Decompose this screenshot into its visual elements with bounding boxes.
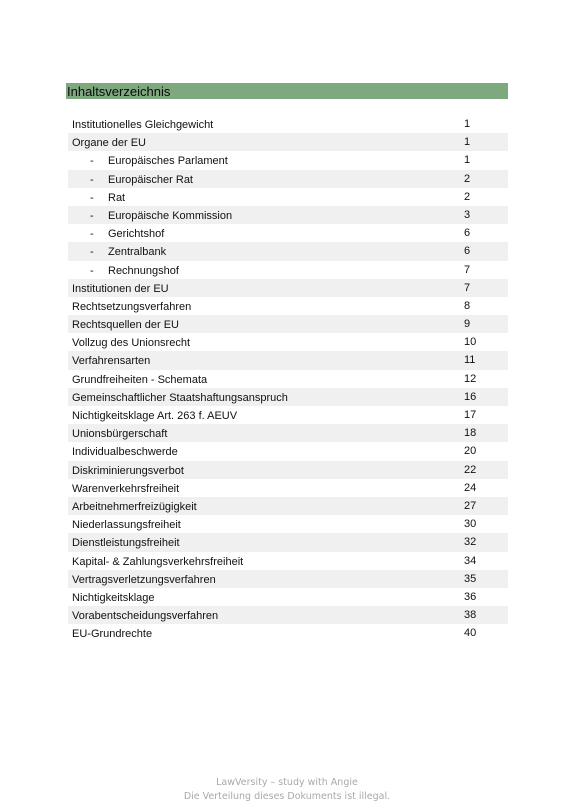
toc-subrow[interactable] — [68, 151, 508, 169]
toc-entry-page: 20 — [464, 445, 477, 458]
toc-entry-page: 2 — [464, 172, 471, 185]
toc-entry-label: Rechtsquellen der EU — [72, 319, 180, 332]
toc-entry-label: Individualbeschwerde — [72, 446, 178, 459]
toc-entry-page: 1 — [464, 154, 471, 167]
toc-entry-label: Kapital- & Zahlungsverkehrsfreiheit — [72, 555, 244, 568]
toc-row[interactable] — [68, 552, 508, 570]
toc-row[interactable] — [68, 515, 508, 533]
toc-row[interactable] — [68, 333, 508, 351]
toc-entry-label: Vollzug des Unionsrecht — [72, 337, 191, 350]
toc-subrow[interactable] — [68, 206, 508, 224]
toc-dash: - — [90, 155, 94, 168]
toc-row[interactable] — [68, 115, 508, 133]
toc-entry-page: 22 — [464, 463, 477, 476]
toc-entry-page: 38 — [464, 609, 477, 622]
toc-entry-page: 6 — [464, 245, 471, 258]
toc-entry-label: Grundfreiheiten - Schemata — [72, 373, 208, 386]
toc-row[interactable] — [68, 388, 508, 406]
toc-row[interactable] — [68, 606, 508, 624]
toc-entry-page: 7 — [464, 281, 471, 294]
toc-row[interactable] — [68, 461, 508, 479]
toc-entry-page: 2 — [464, 190, 471, 203]
toc-entry-page: 11 — [464, 354, 476, 367]
toc-entry-page: 1 — [464, 118, 471, 130]
toc-entry-label: Vertragsverletzungsverfahren — [72, 573, 216, 586]
toc-entry-page: 18 — [464, 427, 477, 440]
toc-entry-label: Niederlassungsfreiheit — [72, 519, 181, 532]
toc-title: Inhaltsverzeichnis — [66, 83, 508, 99]
toc-entry-page: 36 — [464, 590, 477, 603]
toc-entry-label: Dienstleistungsfreiheit — [72, 537, 180, 550]
toc-row[interactable] — [68, 442, 508, 460]
toc-entry-label: Rechtsetzungsverfahren — [72, 300, 192, 313]
toc-entry-page: 35 — [464, 572, 477, 585]
toc-row[interactable] — [68, 479, 508, 497]
toc-entry-page: 1 — [464, 136, 471, 149]
toc-subrow[interactable] — [68, 224, 508, 242]
toc-entry-page: 30 — [464, 518, 477, 531]
toc-entry-label: Warenverkehrsfreiheit — [72, 482, 180, 495]
toc-entry-page: 8 — [464, 299, 471, 312]
toc-dash: - — [90, 209, 94, 222]
toc-entry-label: Gerichtshof — [108, 228, 165, 241]
toc-entry-label: Institutionen der EU — [72, 282, 169, 295]
toc-entry-page: 24 — [464, 481, 477, 494]
toc-row[interactable] — [68, 133, 508, 151]
toc-entry-page: 17 — [464, 409, 477, 421]
footer-notice: Die Verteilung dieses Dokuments ist illegal. — [183, 791, 391, 802]
toc-entry-label: Europäische Kommission — [108, 209, 233, 222]
toc-entry-label: Organe der EU — [72, 137, 146, 150]
toc-entry-page: 34 — [464, 554, 477, 567]
footer-brand: LawVersity – study with Angie — [216, 777, 358, 788]
toc-row[interactable] — [68, 297, 508, 315]
toc-entry-page: 32 — [464, 536, 477, 549]
toc-entry-page: 27 — [464, 499, 477, 512]
toc-entry-page: 40 — [464, 627, 477, 640]
toc-row[interactable] — [68, 315, 508, 333]
toc-entry-label: EU-Grundrechte — [72, 628, 153, 641]
toc-subrow[interactable] — [68, 261, 508, 279]
toc-entry-page: 12 — [464, 372, 477, 385]
toc-entry-page: 3 — [464, 208, 471, 221]
toc-dash: - — [90, 246, 94, 259]
toc-entry-page: 7 — [464, 263, 471, 276]
toc-entry-label: Zentralbank — [108, 246, 167, 259]
toc-entry-label: Europäisches Parlament — [108, 155, 228, 168]
table-of-contents — [68, 115, 508, 642]
toc-row[interactable] — [68, 533, 508, 551]
toc-dash: - — [90, 228, 94, 241]
toc-subrow[interactable] — [68, 242, 508, 260]
toc-row[interactable] — [68, 570, 508, 588]
toc-dash: - — [90, 191, 94, 204]
toc-entry-page: 9 — [464, 318, 471, 331]
toc-entry-label: Rat — [108, 191, 126, 204]
toc-entry-label: Nichtigkeitsklage — [72, 591, 155, 604]
toc-entry-page: 6 — [464, 227, 471, 240]
toc-subrow[interactable] — [68, 188, 508, 206]
toc-row[interactable] — [68, 424, 508, 442]
toc-row[interactable] — [68, 279, 508, 297]
toc-dash: - — [90, 173, 94, 186]
toc-entry-label: Unionsbürgerschaft — [72, 428, 168, 441]
toc-subrow[interactable] — [68, 170, 508, 188]
toc-entry-label: Verfahrensarten — [72, 355, 151, 368]
toc-entry-label: Europäischer Rat — [108, 173, 193, 186]
toc-entry-page: 10 — [464, 336, 477, 349]
toc-entry-label: Vorabentscheidungsverfahren — [72, 610, 219, 623]
toc-entry-label: Rechnungshof — [108, 264, 179, 277]
toc-row[interactable] — [68, 588, 508, 606]
toc-entry-page: 16 — [464, 390, 477, 403]
toc-entry-label: Gemeinschaftlicher Staatshaftungsanspruch — [72, 391, 288, 404]
toc-entry-label: Institutionelles Gleichgewicht — [72, 119, 214, 131]
toc-row[interactable] — [68, 624, 508, 642]
toc-row[interactable] — [68, 497, 508, 515]
toc-entry-label: Diskriminierungsverbot — [72, 464, 184, 477]
toc-row[interactable] — [68, 351, 508, 369]
toc-row[interactable] — [68, 406, 508, 424]
toc-row[interactable] — [68, 370, 508, 388]
toc-entry-label: Arbeitnehmerfreizügigkeit — [72, 500, 197, 513]
toc-entry-label: Nichtigkeitsklage Art. 263 f. AEUV — [72, 410, 238, 422]
toc-dash: - — [90, 264, 94, 277]
